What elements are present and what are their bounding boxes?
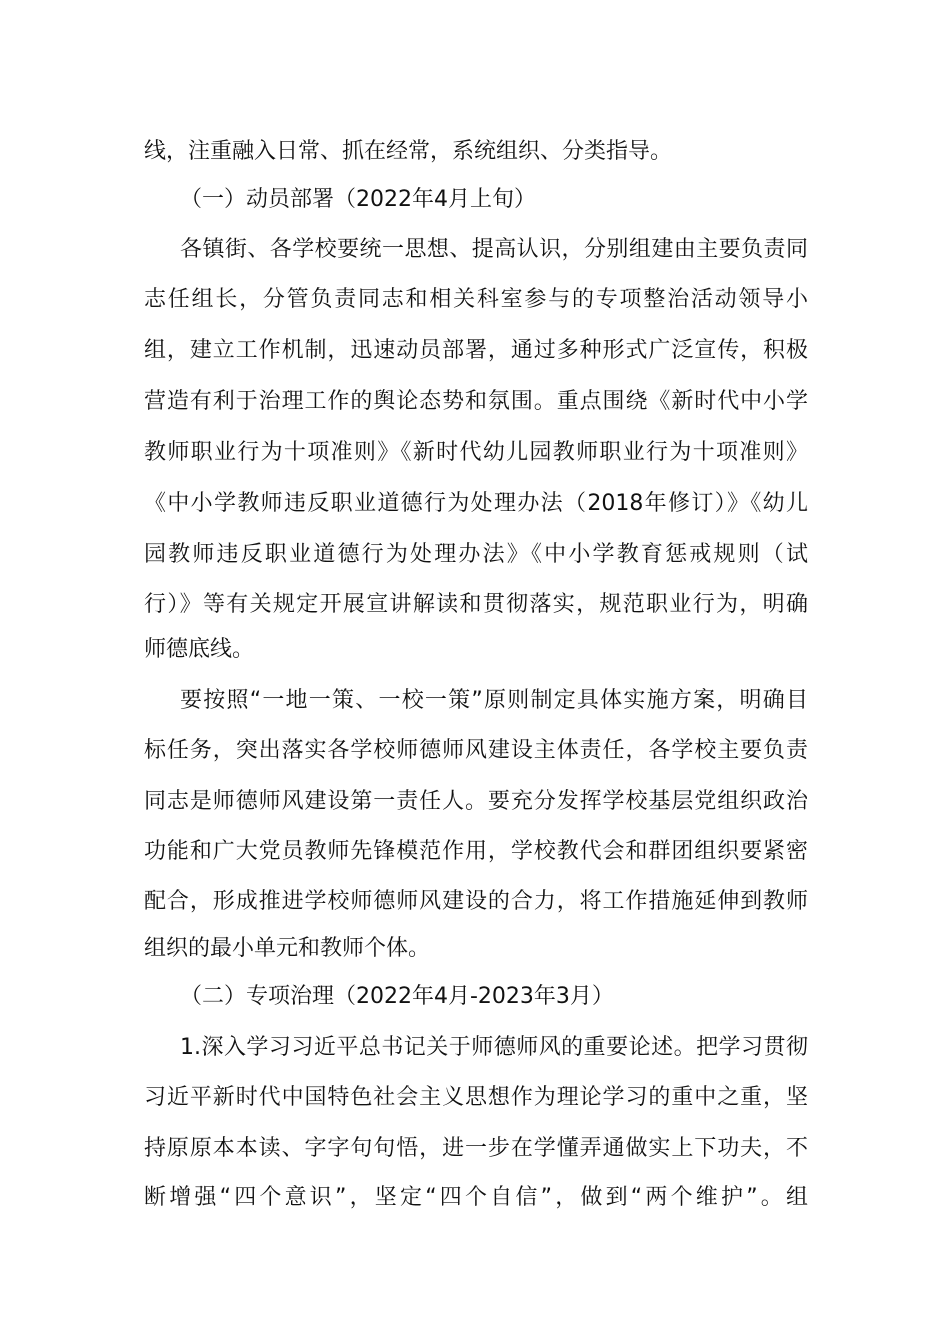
text-line: 习近平新时代中国特色社会主义思想作为理论学习的重中之重，坚 (144, 1085, 808, 1110)
text-line: 同志是师德师风建设第一责任人。要充分发挥学校基层党组织政治 (144, 789, 808, 814)
text-line: 持原原本本读、字字句句悟，进一步在学懂弄通做实上下功夫，不 (144, 1136, 808, 1161)
text-line: 断增强“四个意识”，坚定“四个自信”，做到“两个维护”。组 (144, 1185, 808, 1210)
text-line: 园教师违反职业道德行为处理办法》《中小学教育惩戒规则（试 (144, 542, 808, 567)
text-line: 要按照“一地一策、一校一策”原则制定具体实施方案，明确目 (180, 688, 808, 713)
text-line: 教师职业行为十项准则》《新时代幼儿园教师职业行为十项准则》 (144, 440, 808, 465)
section-heading: （二）专项治理（2022年4月-2023年3月） (180, 984, 614, 1009)
text-line: 各镇街、各学校要统一思想、提高认识，分别组建由主要负责同 (180, 237, 808, 262)
text-line: 组织的最小单元和教师个体。 (144, 936, 431, 961)
text-line: 配合，形成推进学校师德师风建设的合力，将工作措施延伸到教师 (144, 889, 808, 914)
text-line: 志任组长，分管负责同志和相关科室参与的专项整治活动领导小 (144, 287, 808, 312)
text-line: 线，注重融入日常、抓在经常，系统组织、分类指导。 (144, 139, 673, 164)
text-line: 行）》等有关规定开展宣讲解读和贯彻落实，规范职业行为，明确 (144, 592, 808, 617)
text-line: 标任务，突出落实各学校师德师风建设主体责任，各学校主要负责 (144, 738, 808, 763)
text-line: 功能和广大党员教师先锋模范作用，学校教代会和群团组织要紧密 (144, 839, 808, 864)
section-heading: （一）动员部署（2022年4月上旬） (180, 187, 536, 212)
text-line: 师德底线。 (144, 637, 255, 662)
text-line: 营造有利于治理工作的舆论态势和氛围。重点围绕《新时代中小学 (144, 389, 808, 414)
text-line: 《中小学教师违反职业道德行为处理办法（2018年修订）》《幼儿 (144, 491, 808, 516)
text-line: 组，建立工作机制，迅速动员部署，通过多种形式广泛宣传，积极 (144, 338, 808, 363)
text-line: 1.深入学习习近平总书记关于师德师风的重要论述。把学习贯彻 (180, 1035, 808, 1060)
